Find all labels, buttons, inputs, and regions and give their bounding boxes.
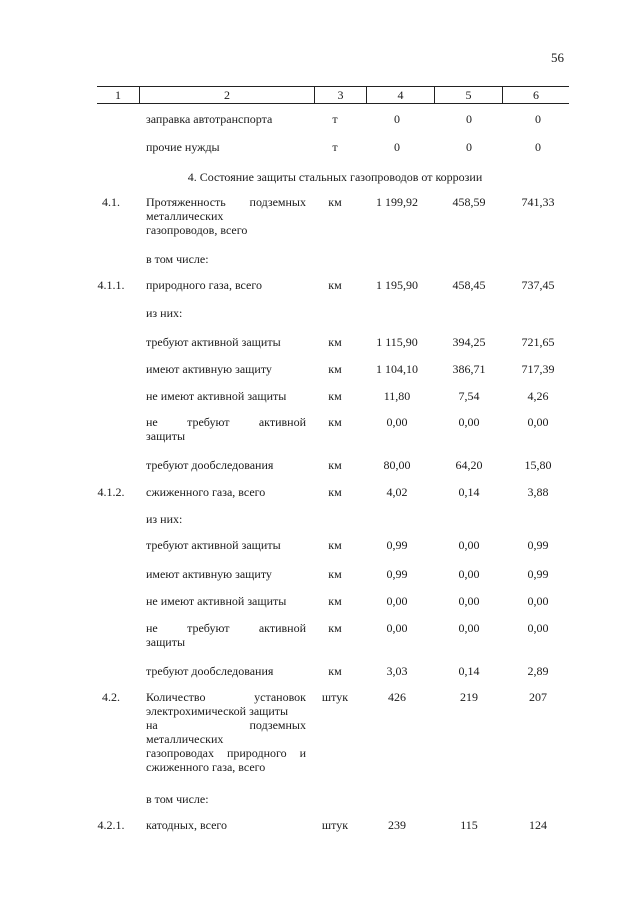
row-value-col5: 0,00: [458, 567, 480, 581]
row-unit: км: [328, 362, 342, 376]
row-value-col4: 0,00: [386, 594, 408, 608]
row-value-col4: 0,99: [386, 538, 408, 552]
row-name-line: на подземных: [146, 718, 306, 732]
row-value-col5: 458,59: [452, 195, 486, 209]
row-unit: км: [328, 335, 342, 349]
row-name: из них:: [146, 512, 183, 526]
row-name: требуют дообследования: [146, 664, 274, 678]
row-unit: км: [328, 594, 342, 608]
row-name: сжиженного газа, всего: [146, 485, 266, 499]
row-value-col5: 0,00: [458, 415, 480, 429]
row-name: прочие нужды: [146, 140, 220, 154]
row-name: катодных, всего: [146, 818, 228, 832]
row-name: имеют активную защиту: [146, 362, 272, 376]
header-col-6: 6: [533, 88, 539, 102]
row-unit: км: [328, 567, 342, 581]
row-name: требуют дообследования: [146, 458, 274, 472]
row-value-col5: 0,14: [458, 664, 480, 678]
row-value-col4: 11,80: [383, 389, 411, 403]
row-name: в том числе:: [146, 252, 209, 266]
row-name-line: газопроводах природного и: [146, 746, 306, 760]
row-name-line: не требуют активной: [146, 415, 306, 429]
row-value-col5: 0,14: [458, 485, 480, 499]
row-value-col5: 219: [460, 690, 478, 704]
header-col-3: 3: [337, 88, 344, 102]
header-col-1: 1: [115, 88, 121, 102]
row-value-col4: 80,00: [383, 458, 411, 472]
row-unit: км: [328, 621, 342, 635]
row-name: природного газа, всего: [146, 278, 262, 292]
row-value-col5: 0: [466, 112, 472, 126]
row-value-col5: 0,00: [458, 621, 480, 635]
row-name: из них:: [146, 306, 183, 320]
header-col-5: 5: [465, 88, 472, 102]
row-name-line: электрохимической защиты: [146, 704, 289, 718]
row-unit: т: [332, 140, 338, 154]
row-value-col6: 0: [535, 140, 541, 154]
row-value-col6: 0: [535, 112, 541, 126]
row-number: 4.2.: [102, 690, 120, 704]
row-unit: штук: [321, 818, 349, 832]
row-unit: штук: [321, 690, 349, 704]
row-name-line: Протяженность подземных: [146, 195, 306, 209]
row-value-col6: 0,00: [527, 415, 549, 429]
row-unit: км: [328, 458, 342, 472]
row-value-col4: 0,00: [386, 415, 408, 429]
row-value-col6: 2,89: [527, 664, 549, 678]
header-col-4: 4: [397, 88, 404, 102]
row-number: 4.1.1.: [97, 278, 125, 292]
row-value-col6: 717,39: [521, 362, 555, 376]
row-value-col6: 0,99: [527, 538, 549, 552]
row-unit: км: [328, 389, 342, 403]
row-name: не имеют активной защиты: [146, 594, 287, 608]
row-value-col4: 0,00: [386, 621, 408, 635]
row-value-col5: 458,45: [452, 278, 486, 292]
row-value-col5: 386,71: [452, 362, 486, 376]
row-value-col6: 721,65: [521, 335, 555, 349]
row-name-line: сжиженного газа, всего: [146, 760, 266, 774]
row-name-line: металлических: [146, 732, 224, 746]
row-name-line: защиты: [146, 635, 186, 649]
row-unit: т: [332, 112, 338, 126]
section-title: 4. Состояние защиты стальных газопроводов от коррозии: [187, 170, 483, 184]
row-name-line: газопроводов, всего: [146, 223, 248, 237]
row-name: в том числе:: [146, 792, 209, 806]
row-name-line: не требуют активной: [146, 621, 306, 635]
row-value-col6: 3,88: [527, 485, 549, 499]
row-value-col4: 3,03: [386, 664, 408, 678]
row-name-line: металлических: [146, 209, 224, 223]
row-value-col5: 64,20: [455, 458, 483, 472]
row-value-col6: 737,45: [521, 278, 555, 292]
row-value-col6: 15,80: [524, 458, 552, 472]
row-value-col5: 394,25: [452, 335, 486, 349]
row-value-col4: 426: [388, 690, 406, 704]
row-unit: км: [328, 195, 342, 209]
row-unit: км: [328, 415, 342, 429]
row-value-col5: 0,00: [458, 538, 480, 552]
row-value-col6: 0,00: [527, 594, 549, 608]
row-unit: км: [328, 485, 342, 499]
row-unit: км: [328, 278, 342, 292]
row-value-col4: 4,02: [386, 485, 408, 499]
row-number: 4.1.2.: [97, 485, 125, 499]
row-unit: км: [328, 538, 342, 552]
row-value-col6: 207: [529, 690, 547, 704]
row-value-col5: 0: [466, 140, 472, 154]
row-value-col4: 1 115,90: [376, 335, 418, 349]
row-number: 4.1.: [102, 195, 120, 209]
row-name-line: Количество установок: [146, 690, 306, 704]
row-name: не имеют активной защиты: [146, 389, 287, 403]
row-number: 4.2.1.: [97, 818, 125, 832]
row-value-col5: 7,54: [458, 389, 480, 403]
row-value-col4: 1 195,90: [376, 278, 418, 292]
row-value-col4: 0: [394, 140, 400, 154]
row-value-col6: 741,33: [521, 195, 555, 209]
table-header: [97, 86, 569, 104]
row-name-line: защиты: [146, 429, 186, 443]
row-value-col6: 0,00: [527, 621, 549, 635]
row-name: имеют активную защиту: [146, 567, 272, 581]
row-name: заправка автотранспорта: [146, 112, 273, 126]
row-value-col4: 0,99: [386, 567, 408, 581]
row-value-col5: 0,00: [458, 594, 480, 608]
row-name: требуют активной защиты: [146, 335, 281, 349]
header-col-2: 2: [224, 88, 230, 102]
row-value-col5: 115: [460, 818, 478, 832]
row-unit: км: [328, 664, 342, 678]
row-value-col6: 124: [529, 818, 547, 832]
row-value-col4: 239: [388, 818, 406, 832]
row-name: требуют активной защиты: [146, 538, 281, 552]
page-number: 56: [551, 50, 564, 65]
row-value-col6: 4,26: [527, 389, 549, 403]
row-value-col4: 1 104,10: [376, 362, 418, 376]
row-value-col4: 1 199,92: [376, 195, 418, 209]
row-value-col4: 0: [394, 112, 400, 126]
row-value-col6: 0,99: [527, 567, 549, 581]
